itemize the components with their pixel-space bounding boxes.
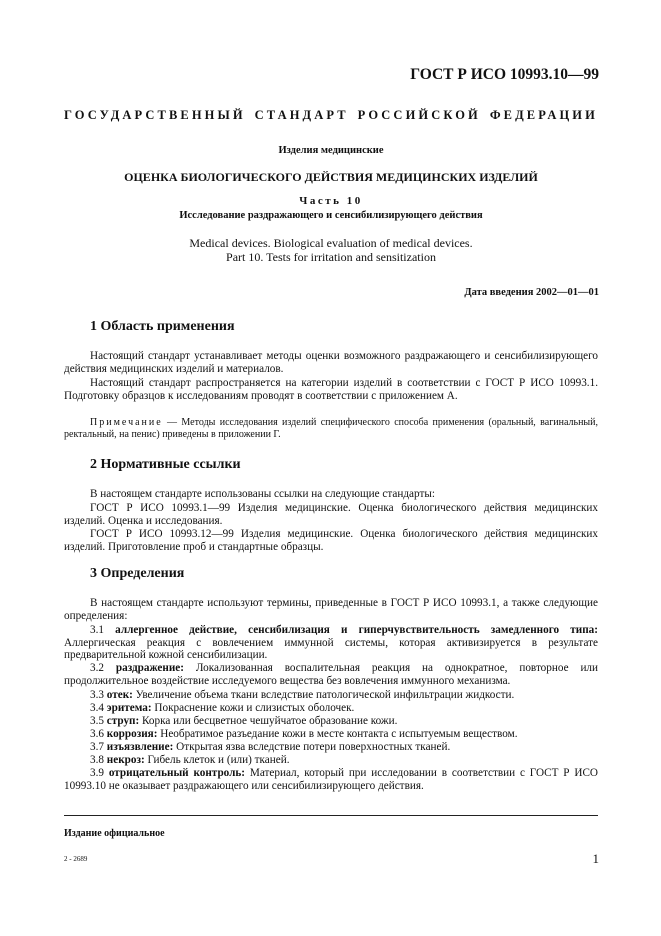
product-category: Изделия медицинские: [278, 145, 384, 156]
paragraph: ГОСТ Р ИСО 10993.12—99 Изделия медицинские. Оценка биологического действия медицинских изделий. Приготовление проб и стандартные образцы.: [64, 528, 598, 553]
definition-text: Корка или бесцветное чешуйчатое образование кожи.: [139, 715, 398, 727]
definition-term: струп:: [106, 715, 140, 727]
note-text: — Методы исследования изделий специфического способа применения (оральный, вагинальный, ректальный, на пенис) приведены в приложении Г.: [64, 417, 598, 441]
print-code: 2 - 2689: [64, 855, 88, 863]
edition-label: Издание официальное: [64, 828, 165, 839]
english-title: [64, 236, 598, 264]
state-word: СТАНДАРТ: [254, 108, 349, 122]
definition-term: отрицательный контроль:: [108, 767, 246, 779]
state-word: ФЕДЕРАЦИИ: [489, 108, 598, 122]
definition-number: 3.4: [90, 702, 107, 714]
paragraph: В настоящем стандарте использованы ссылки на следующие стандарты:: [90, 488, 435, 500]
definition-number: 3.6: [90, 728, 107, 740]
definition-number: 3.2: [90, 662, 116, 674]
definition-text: Аллергическая реакция с вовлечением иммунной системы, которая активизируется в результате предварительной кожной сенсибилизации.: [64, 636, 598, 662]
note-label: Примечание: [90, 417, 163, 428]
definition-text: Материал, который при исследовании в соответствии с ГОСТ Р ИСО 10993.10 не оказывает раздражающего или сенсибилизирующего действия.: [64, 767, 598, 792]
definition-term: эритема:: [106, 702, 152, 714]
definition-text: Увеличение объема ткани вследствие патологической инфильтрации жидкости.: [132, 689, 515, 701]
footer-divider: [64, 815, 598, 816]
state-word: ГОСУДАРСТВЕННЫЙ: [64, 108, 246, 122]
definition-term: раздражение:: [115, 662, 184, 674]
definition-text: Необратимое разъедание кожи в месте контакта с испытуемым веществом.: [157, 728, 518, 740]
introduction-date: Дата введения 2002—01—01: [464, 287, 599, 298]
state-standard-header: [64, 108, 598, 123]
paragraph: Настоящий стандарт устанавливает методы оценки возможного раздражающего и сенсибилизирующего действия медицинских изделий и материалов.: [64, 350, 598, 375]
definition-term: отек:: [106, 689, 133, 701]
definition: [64, 715, 598, 728]
definition-term: аллергенное действие, сенсибилизация и гиперчувствительность замедленного типа:: [115, 624, 598, 636]
definition: [64, 728, 598, 741]
paragraph: В настоящем стандарте используют термины, приведенные в ГОСТ Р ИСО 10993.1, а также следующие определения:: [64, 597, 598, 622]
definition-term: коррозия:: [106, 728, 158, 740]
definition: [64, 767, 598, 792]
definition: [64, 662, 598, 687]
definition-number: 3.9: [90, 767, 109, 779]
document-title: ОЦЕНКА БИОЛОГИЧЕСКОГО ДЕЙСТВИЯ МЕДИЦИНСКИХ ИЗДЕЛИЙ: [124, 170, 538, 184]
definition: [64, 754, 598, 767]
definition-number: 3.5: [90, 715, 107, 727]
section-heading: 2 Нормативные ссылки: [90, 457, 241, 472]
definition: [64, 689, 598, 702]
part-number: Часть 10: [299, 195, 363, 207]
document-code: ГОСТ Р ИСО 10993.10—99: [410, 66, 599, 83]
note: [64, 417, 598, 442]
english-title-line: Medical devices. Biological evaluation of medical devices.: [189, 236, 473, 250]
definition-number: 3.1: [90, 624, 116, 636]
definition-number: 3.7: [90, 741, 107, 753]
definition-number: 3.8: [90, 754, 107, 766]
english-title-line: Part 10. Tests for irritation and sensitization: [226, 250, 436, 264]
page-number: 1: [592, 851, 599, 866]
definition-text: Покраснение кожи и слизистых оболочек.: [151, 702, 355, 714]
definition-term: некроз:: [106, 754, 145, 766]
definition: [64, 624, 598, 662]
definition-text: Открытая язва вследствие потери поверхностных тканей.: [173, 741, 451, 753]
section-heading: 3 Определения: [90, 566, 185, 581]
definition-text: Гибель клеток и (или) тканей.: [144, 754, 290, 766]
definition-text: Локализованная воспалительная реакция на однократное, повторное или продолжительное воздействие исследуемого вещества без вовлечения иммунного механизма.: [64, 662, 598, 687]
paragraph: ГОСТ Р ИСО 10993.1—99 Изделия медицинские. Оценка биологического действия медицинских изделий. Оценка и исследования.: [64, 502, 598, 527]
definition: [64, 741, 598, 754]
section-heading: 1 Область применения: [90, 319, 235, 334]
paragraph: Настоящий стандарт распространяется на категории изделий в соответствии с ГОСТ Р ИСО 10993.1. Подготовку образцов к исследованиям проводят в соответствии с приложением А.: [64, 377, 598, 402]
definition: [64, 702, 598, 715]
state-word: РОССИЙСКОЙ: [357, 108, 481, 122]
definition-number: 3.3: [90, 689, 107, 701]
definition-term: изъязвление:: [106, 741, 174, 753]
part-title: Исследование раздражающего и сенсибилизирующего действия: [179, 210, 483, 221]
